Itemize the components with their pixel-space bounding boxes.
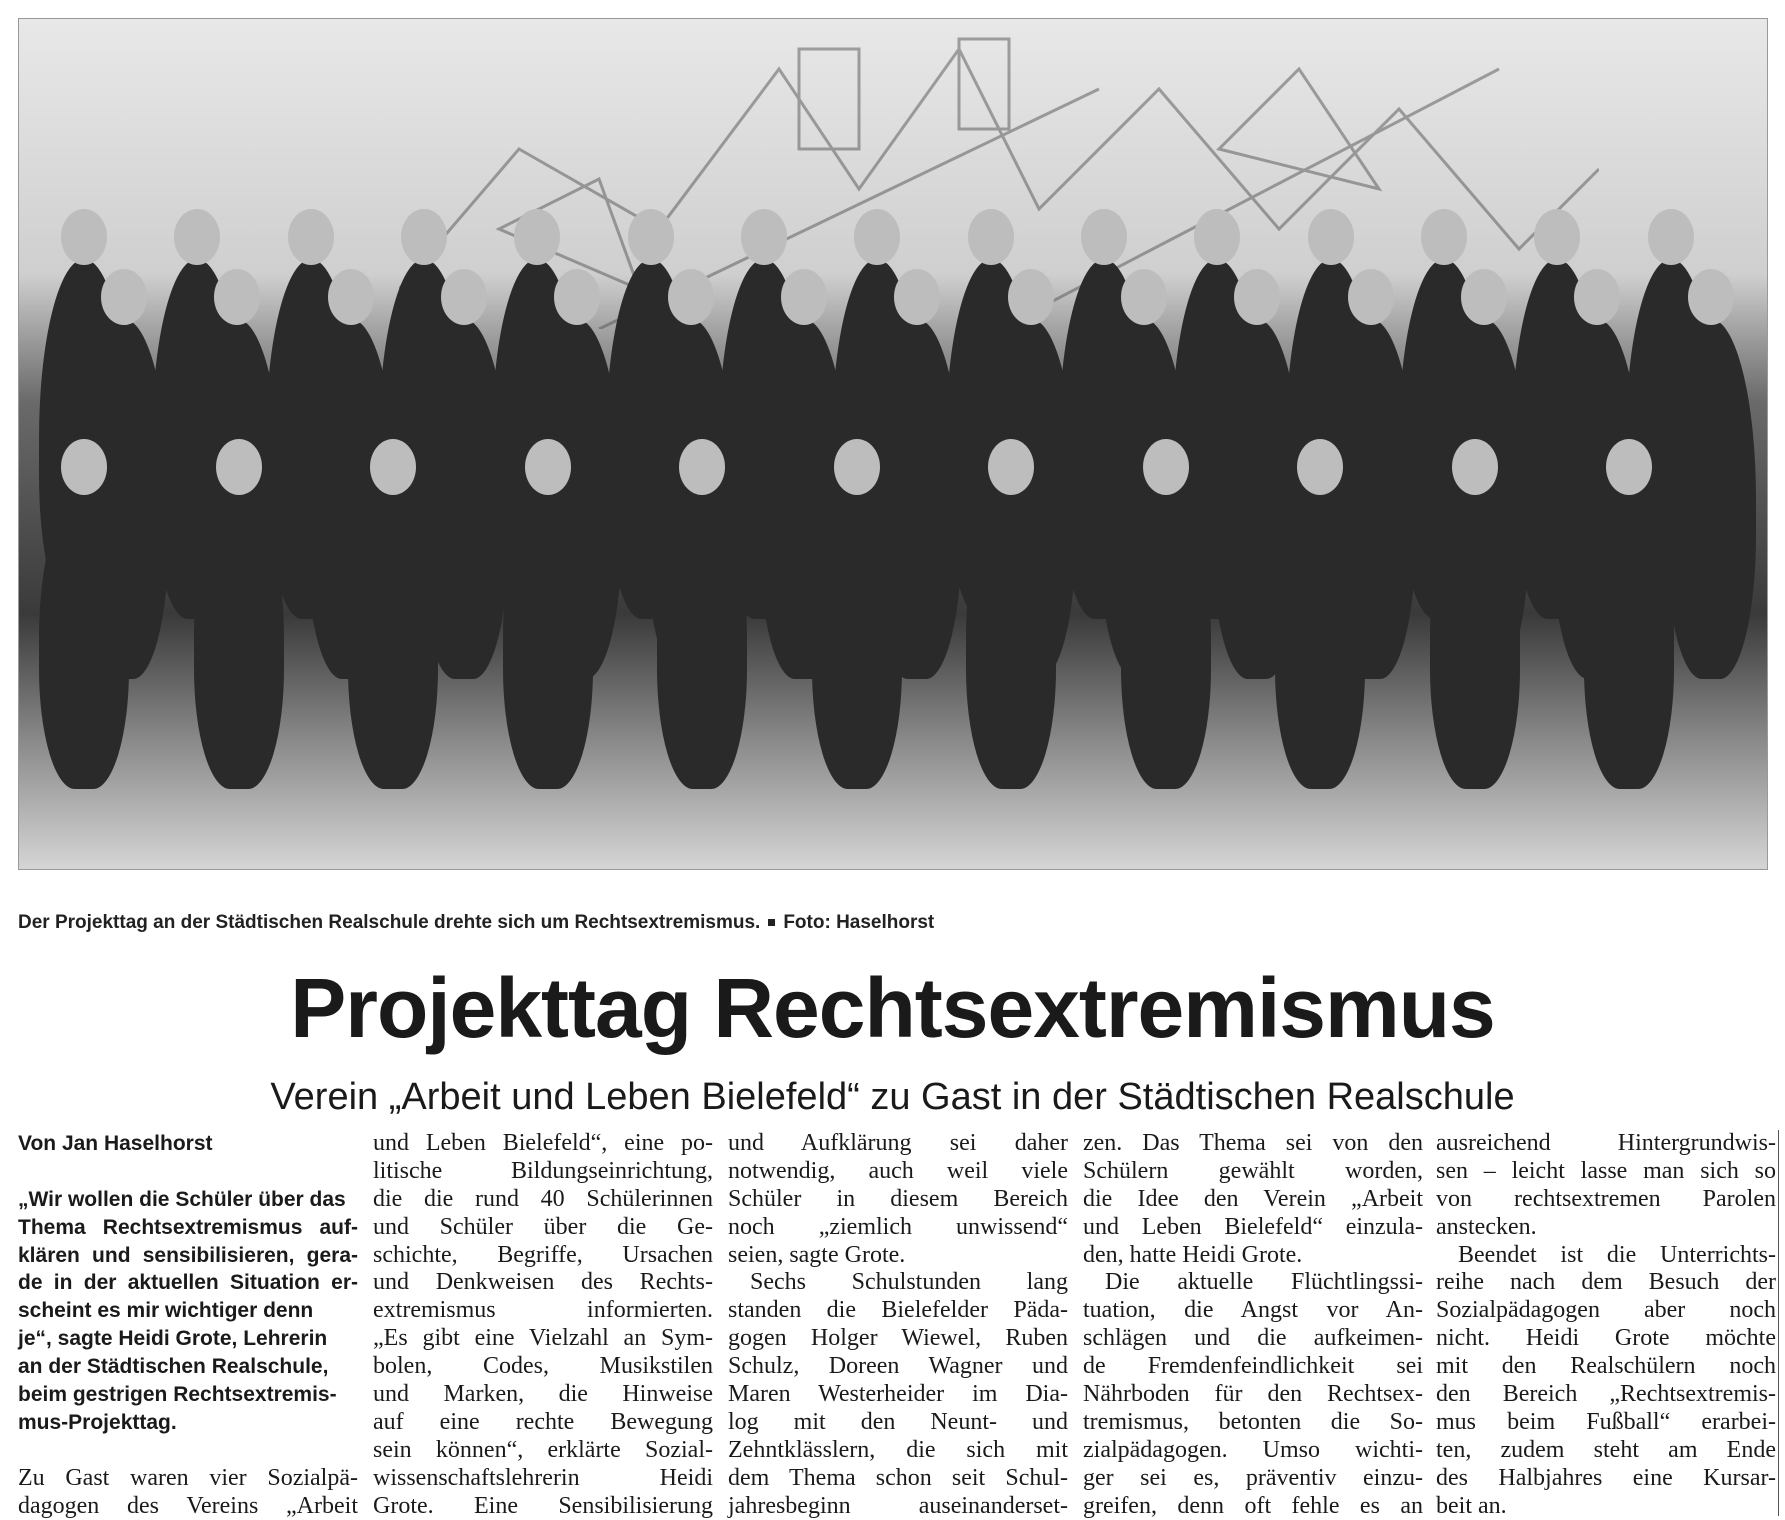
column-5 <box>1436 1130 1776 1520</box>
text-line: Maren Westerheider im Dia- <box>728 1381 1068 1408</box>
column-1 <box>18 1130 358 1520</box>
person-figure <box>657 489 747 789</box>
text-line: Sechs Schulstunden lang <box>750 1269 1068 1296</box>
text-line: den Bereich „Rechtsextremis- <box>1436 1381 1776 1408</box>
text-line: dem Thema schon seit Schul- <box>728 1464 1068 1491</box>
lead-paragraph <box>18 1186 358 1437</box>
text-line: auf eine rechte Bewegung <box>373 1408 713 1435</box>
subheadline: Verein „Arbeit und Leben Bielefeld“ zu Gast in der Städtischen Realschule <box>270 1076 1515 1118</box>
person-head <box>628 209 674 265</box>
person-head <box>781 269 827 325</box>
column-4 <box>1083 1130 1423 1520</box>
person-head <box>61 439 107 495</box>
column-2 <box>373 1130 713 1520</box>
person-head <box>1234 269 1280 325</box>
person-head <box>1348 269 1394 325</box>
person-head <box>854 209 900 265</box>
photo-credit: Foto: Haselhorst <box>783 912 935 933</box>
text-line: nicht. Heidi Grote möchte <box>1436 1325 1776 1352</box>
text-line: scheint es mir wichtiger denn <box>18 1299 314 1323</box>
column-rule <box>1778 1130 1779 1516</box>
photo-caption <box>18 912 934 934</box>
person-head <box>174 209 220 265</box>
person-head <box>1194 209 1240 265</box>
text-line: Schulz, Doreen Wagner und <box>728 1353 1068 1380</box>
person-head <box>1081 209 1127 265</box>
person-head <box>1648 209 1694 265</box>
person-head <box>441 269 487 325</box>
person-head <box>554 269 600 325</box>
headline: Projekttag Rechtsextremismus <box>290 961 1495 1055</box>
text-line: sen – leicht lasse man sich so <box>1436 1157 1776 1184</box>
text-line: „Wir wollen die Schüler über das <box>18 1187 346 1211</box>
person-head <box>1688 269 1734 325</box>
text-line: standen die Bielefelder Päda- <box>728 1297 1068 1324</box>
text-line: reihe nach dem Besuch der <box>1436 1269 1776 1296</box>
text-line: und Denkweisen des Rechts- <box>373 1269 713 1296</box>
person-head <box>968 209 1014 265</box>
text-line: mus beim Fußball“ erarbei- <box>1436 1408 1776 1435</box>
text-line: ger sei es, präventiv einzu- <box>1083 1464 1423 1491</box>
text-line: zen. Das Thema sei von den <box>1083 1130 1423 1156</box>
person-figure <box>39 489 129 789</box>
person-head <box>668 269 714 325</box>
text-line: Schüler in diesem Bereich <box>728 1185 1068 1212</box>
text-line: klären und sensibilisieren, gera- <box>18 1243 358 1267</box>
person-head <box>1574 269 1620 325</box>
text-line: jahresbeginn auseinanderset- <box>728 1492 1068 1519</box>
person-figure <box>503 489 593 789</box>
text-line: und Schüler über die Ge- <box>373 1213 713 1240</box>
text-line: und Leben Bielefeld“ einzula- <box>1083 1213 1423 1240</box>
person-head <box>1008 269 1054 325</box>
person-head <box>101 269 147 325</box>
text-line: die die rund 40 Schülerinnen <box>373 1185 713 1212</box>
text-line: Beendet ist die Unterrichts- <box>1458 1241 1776 1268</box>
text-line: seien, sagte Grote. <box>728 1241 906 1268</box>
person-head <box>741 209 787 265</box>
text-line: schlägen und die aufkeimen- <box>1083 1325 1423 1352</box>
text-line: litische Bildungseinrichtung, <box>373 1157 713 1184</box>
text-line: wissenschaftslehrerin Heidi <box>373 1464 713 1491</box>
text-line: ausreichend Hintergrundwis- <box>1436 1130 1776 1156</box>
person-head <box>1452 439 1498 495</box>
text-line: ten, zudem steht am Ende <box>1436 1436 1776 1463</box>
text-line: anstecken. <box>1436 1213 1537 1240</box>
person-head <box>328 269 374 325</box>
person-figure <box>1584 489 1674 789</box>
text-line: Schülern gewählt worden, <box>1083 1157 1423 1184</box>
person-head <box>834 439 880 495</box>
text-line: mus-Projekttag. <box>18 1410 177 1434</box>
text-line: Sozialpädagogen aber noch <box>1436 1297 1776 1324</box>
text-line: log mit den Neunt- und <box>728 1408 1068 1435</box>
person-head <box>216 439 262 495</box>
text-line: bolen, Codes, Musikstilen <box>373 1353 713 1380</box>
column-3 <box>728 1130 1068 1520</box>
text-line: und Aufklärung sei daher <box>728 1130 1068 1156</box>
person-figure <box>966 489 1056 789</box>
text-line: de in der aktuellen Situation er- <box>18 1271 358 1295</box>
text-line: tuation, die Angst vor An- <box>1083 1297 1423 1324</box>
text-line: die Idee den Verein „Arbeit <box>1083 1185 1423 1212</box>
person-head <box>1308 209 1354 265</box>
text-line: greifen, denn oft fehle es an <box>1083 1492 1423 1519</box>
text-line: Thema Rechtsextremismus auf- <box>18 1215 358 1239</box>
person-head <box>61 209 107 265</box>
text-line: de Fremdenfeindlichkeit sei <box>1083 1353 1423 1380</box>
person-head <box>214 269 260 325</box>
text-line: beit an. <box>1436 1492 1507 1519</box>
text-line: und Leben Bielefeld“, eine po- <box>373 1130 713 1156</box>
person-figure <box>1666 319 1756 679</box>
byline: Von Jan Haselhorst <box>18 1132 213 1155</box>
text-line: tremismus, betonten die So- <box>1083 1408 1423 1435</box>
person-head <box>1121 269 1167 325</box>
text-line: je“, sagte Heidi Grote, Lehrerin <box>18 1327 328 1351</box>
person-head <box>1421 209 1467 265</box>
text-line: beim gestrigen Rechtsextremis- <box>18 1383 337 1407</box>
person-figure <box>1430 489 1520 789</box>
person-figure <box>194 489 284 789</box>
person-head <box>401 209 447 265</box>
person-head <box>894 269 940 325</box>
text-line: dagogen des Vereins „Arbeit <box>18 1492 358 1519</box>
group-photo <box>18 18 1768 870</box>
caption-text: Der Projekttag an der Städtischen Realschule drehte sich um Rechtsextremismus. <box>18 912 761 933</box>
text-line: extremismus informierten. <box>373 1297 713 1324</box>
person-figure <box>1121 489 1211 789</box>
person-head <box>525 439 571 495</box>
person-head <box>1461 269 1507 325</box>
person-figure <box>348 489 438 789</box>
text-line: „Es gibt eine Vielzahl an Sym- <box>373 1325 713 1352</box>
text-line: Die aktuelle Flüchtlingssi- <box>1105 1269 1423 1296</box>
person-figure <box>812 489 902 789</box>
text-line: gogen Holger Wiewel, Ruben <box>728 1325 1068 1352</box>
text-line: des Halbjahres eine Kursar- <box>1436 1464 1776 1491</box>
text-line: zialpädagogen. Umso wichti- <box>1083 1436 1423 1463</box>
person-head <box>514 209 560 265</box>
text-line: notwendig, auch weil viele <box>728 1157 1068 1184</box>
text-line: den, hatte Heidi Grote. <box>1083 1241 1303 1268</box>
text-line: sein können“, erklärte Sozial- <box>373 1436 713 1463</box>
text-line: Zu Gast waren vier Sozialpä- <box>18 1464 358 1491</box>
text-line: und Marken, die Hinweise <box>373 1381 713 1408</box>
person-head <box>988 439 1034 495</box>
person-head <box>1143 439 1189 495</box>
text-line: schichte, Begriffe, Ursachen <box>373 1241 713 1268</box>
text-line: mit den Realschülern noch <box>1436 1353 1776 1380</box>
text-line: an der Städtischen Realschule, <box>18 1355 329 1379</box>
text-line: Grote. Eine Sensibilisierung <box>373 1492 713 1519</box>
text-line: noch „ziemlich unwissend“ <box>728 1213 1068 1240</box>
body-text <box>18 1465 358 1520</box>
person-head <box>679 439 725 495</box>
bullet-separator <box>768 919 775 926</box>
person-head <box>288 209 334 265</box>
person-head <box>370 439 416 495</box>
text-line: von rechtsextremen Parolen <box>1436 1185 1776 1212</box>
person-head <box>1534 209 1580 265</box>
person-figure <box>1275 489 1365 789</box>
text-line: Nährboden für den Rechtsex- <box>1083 1381 1423 1408</box>
text-line: Zehntklässlern, die sich mit <box>728 1436 1068 1463</box>
